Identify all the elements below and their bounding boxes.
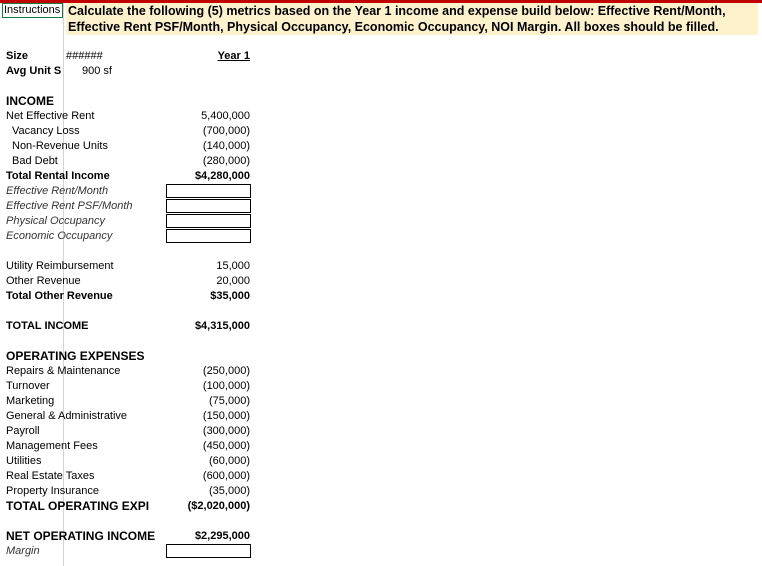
total-operating-expenses-label: TOTAL OPERATING EXPI [6,499,150,513]
expense-row-value[interactable]: (75,000) [209,395,250,407]
size-value[interactable]: ###### [66,50,103,62]
size-label: Size [6,50,29,62]
noi-label: NET OPERATING INCOME [6,529,156,543]
income-row-label: Non-Revenue Units [12,140,108,152]
other-row-label: Utility Reimbursement [6,260,114,272]
other-row-value[interactable]: 20,000 [216,275,250,287]
expense-row-label: Property Insurance [6,485,99,497]
metric-box-effective-rent-month[interactable] [166,184,251,198]
expense-row-value[interactable]: (150,000) [202,410,250,422]
metric-label-economic-occupancy: Economic Occupancy [6,230,113,242]
instructions-text: Calculate the following (5) metrics based on the Year 1 income and expense build below: Effective Rent/Month, Effective Rent PSF/Month, Physical Occupancy, Economic Occupancy, NOI Margin. All boxes should be filled. [66,3,758,35]
income-title: INCOME [6,94,54,108]
expense-row-label: Repairs & Maintenance [6,365,121,377]
other-row-label: Other Revenue [6,275,81,287]
noi-value[interactable]: $2,295,000 [194,530,250,542]
expense-row-label: Utilities [6,455,42,467]
total-rental-income-label: Total Rental Income [6,170,110,182]
metric-label-physical-occupancy: Physical Occupancy [6,215,106,227]
expense-row-label: General & Administrative [6,410,128,422]
metric-box-noi-margin[interactable] [166,544,251,558]
expense-row-value[interactable]: (35,000) [209,485,250,497]
expense-row-value[interactable]: (250,000) [202,365,250,377]
total-rental-income-value[interactable]: $4,280,000 [194,170,250,182]
margin-label: Margin [6,545,40,557]
expenses-title: OPERATING EXPENSES [6,349,145,363]
expense-row-label: Management Fees [6,440,98,452]
expense-row-label: Payroll [6,425,40,437]
income-row-value[interactable]: (140,000) [202,140,250,152]
expense-row-value[interactable]: (60,000) [209,455,250,467]
income-row-value[interactable]: (700,000) [202,125,250,137]
metric-box-physical-occupancy[interactable] [166,214,251,228]
expense-row-value[interactable]: (100,000) [202,380,250,392]
expense-row-label: Marketing [6,395,55,407]
income-row-value[interactable]: 5,400,000 [201,110,250,122]
total-income-label: TOTAL INCOME [6,320,89,332]
total-income-value[interactable]: $4,315,000 [194,320,250,332]
total-other-revenue-label: Total Other Revenue [6,290,113,302]
income-row-label: Bad Debt [12,155,58,167]
income-row-value[interactable]: (280,000) [202,155,250,167]
expense-row-label: Real Estate Taxes [6,470,95,482]
total-other-revenue-value[interactable]: $35,000 [210,290,250,302]
total-operating-expenses-value[interactable]: ($2,020,000) [187,500,250,512]
income-row-label: Net Effective Rent [6,110,95,122]
avg-unit-value[interactable]: 900 sf [82,65,112,77]
metric-label-effective-rent-month: Effective Rent/Month [6,185,109,197]
metric-label-effective-rent-psf: Effective Rent PSF/Month [6,200,133,212]
income-row-label: Vacancy Loss [12,125,80,137]
metric-box-effective-rent-psf[interactable] [166,199,251,213]
other-row-value[interactable]: 15,000 [216,260,250,272]
expense-row-value[interactable]: (450,000) [202,440,250,452]
year-header: Year 1 [217,50,250,62]
instructions-cell[interactable]: Instructions [2,3,63,18]
avg-unit-label: Avg Unit S [6,65,62,77]
expense-row-value[interactable]: (300,000) [202,425,250,437]
expense-row-value[interactable]: (600,000) [202,470,250,482]
metric-box-economic-occupancy[interactable] [166,229,251,243]
expense-row-label: Turnover [6,380,50,392]
